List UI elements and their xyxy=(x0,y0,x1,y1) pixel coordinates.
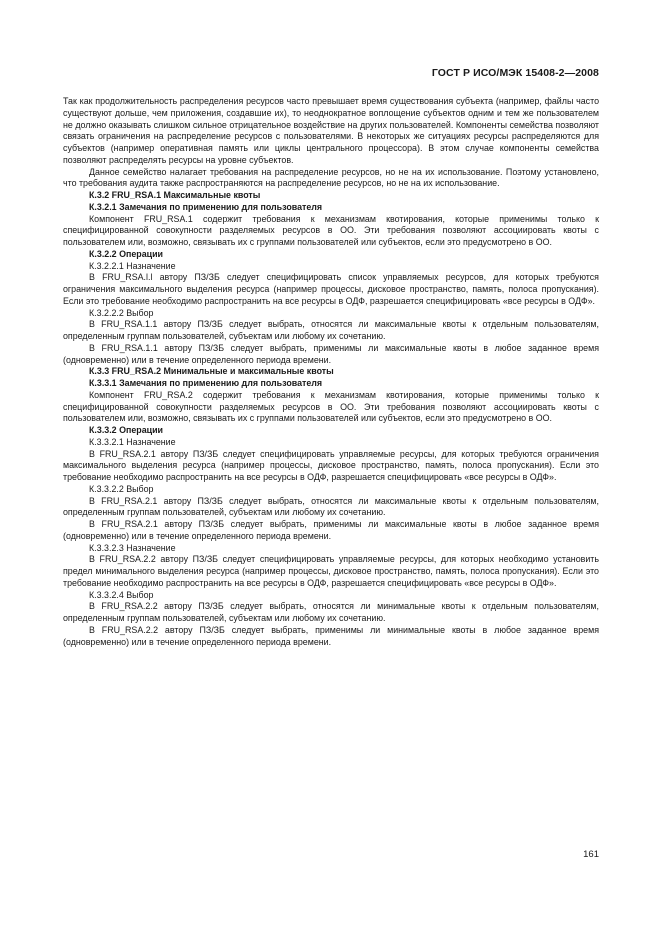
standard-code-header: ГОСТ Р ИСО/МЭК 15408-2—2008 xyxy=(431,67,599,79)
body-paragraph: В FRU_RSA.2.2 автору ПЗ/ЗБ следует специфицировать управляемые ресурсы, для которых необходимо установить предел минимального выделения ресурса (например процессы, дисковое пространство, память, полоса пропускания). Если это требование необходимо распространить на все ресурсы в ОДФ, разрешается специфицировать «все ресурсы в ОДФ». xyxy=(63,554,599,588)
body-paragraph: В FRU_RSA.2.1 автору ПЗ/ЗБ следует специфицировать управляемые ресурсы, для которых требуются ограничения максимального выделения ресурса (например процессы, дисковое пространство, память, полоса пропускания). Если это требование необходимо распространить на все ресурсы в ОДФ, разрешается специфицировать «все ресурсы в ОДФ». xyxy=(63,448,599,482)
clause-label: К.3.3.2.2 Выбор xyxy=(89,483,154,494)
body-paragraph: В FRU_RSA.2.1 автору ПЗ/ЗБ следует выбрать, относятся ли максимальные квоты к отдельным пользователям, определенным группам пользователей, субъектам или любому их сочетанию. xyxy=(63,495,599,518)
body-paragraph: В FRU_RSA.1.1 автору ПЗ/ЗБ следует выбрать, относятся ли максимальные квоты к отдельным пользователям, определенным группам пользователей, субъектам или любому их сочетанию. xyxy=(63,319,599,341)
clause-label: К.3.2.2.2 Выбор xyxy=(89,307,154,318)
body-paragraph: Данное семейство налагает требования на распределение ресурсов, но не на их использование. Поэтому установлено, что требования аудита также распространяются на распределение ресурсов, но не на их использование. xyxy=(63,166,599,189)
clause-label: К.3.3.2.1 Назначение xyxy=(89,436,176,447)
section-heading: К.3.2 FRU_RSA.1 Максимальные квоты xyxy=(89,190,261,200)
body-paragraph: Компонент FRU_RSA.2 содержит требования к механизмам квотирования, которые применимы только к специфицированной совокупности разделяемых ресурсов в ОО. Эти требования позволяют ассоциировать квоты с пользователем или, возможно, связывать их с группами пользователей или субъектов, если это предусмотрено в ОО. xyxy=(63,389,599,424)
section-heading: К.3.3 FRU_RSA.2 Минимальные и максимальные квоты xyxy=(89,366,334,377)
body-paragraph: В FRU_RSA.2.1 автору ПЗ/ЗБ следует выбрать, применимы ли максимальные квоты в любое заданное время (одновременно) или в течение определенного периода времени. xyxy=(63,519,599,541)
subsection-heading: К.3.3.2 Операции xyxy=(89,425,164,435)
body-paragraph: В FRU_RSA.1.1 автору ПЗ/ЗБ следует выбрать, применимы ли максимальные квоты в любое заданное время (одновременно) или в течение определенного периода времени. xyxy=(63,342,599,365)
document-body xyxy=(63,96,599,648)
clause-label: К.3.3.2.4 Выбор xyxy=(89,589,154,600)
clause-label: К.3.3.2.3 Назначение xyxy=(89,542,176,553)
subsection-heading: К.3.2.1 Замечания по применению для пользователя xyxy=(89,201,323,212)
body-paragraph: Компонент FRU_RSA.1 содержит требования к механизмам квотирования, которые применимы только к специфицированной совокупности разделяемых ресурсов в ОО. Эти требования позволяют ассоциировать квоты с пользователем или, возможно, связывать их с группами пользователей или субъектов, если это предусмотрено в ОО. xyxy=(63,213,599,247)
subsection-heading: К.3.3.1 Замечания по применению для пользователя xyxy=(89,378,323,388)
body-paragraph: Так как продолжительность распределения ресурсов часто превышает время существования субъекта (например, файлы часто существуют дольше, чем приложения, создавшие их), то неоднократное воплощение субъектов одним и тем же пользователем не должно оказывать слишком сильное отрицательное воздействие на других пользователей. Компоненты семейства позволяют связать ограничения на распределение ресурсов с пользователями. В некоторых же ситуациях ресурсы распределяются для субъектов (например оперативная память или циклы центрального процессора). В этом случае компоненты семейства позволяют распределять ресурсы на уровне субъектов. xyxy=(63,96,599,165)
page-number: 161 xyxy=(583,849,599,860)
subsection-heading: К.3.2.2 Операции xyxy=(89,248,164,259)
clause-label: К.3.2.2.1 Назначение xyxy=(89,260,176,271)
body-paragraph: В FRU_RSA.2.2 автору ПЗ/ЗБ следует выбрать, относятся ли минимальные квоты к отдельным пользователям, определенным группам пользователей, субъектам или любому их сочетанию. xyxy=(63,601,599,623)
body-paragraph: В FRU_RSA.l.l автору ПЗ/ЗБ следует специфицировать список управляемых ресурсов, для которых требуются ограничения максимального выделения ресурса (например процессы, дисковое пространство, память, полоса пропускания). Если это требование необходимо распространить на все ресурсы в ОДФ, разрешается специфицировать «все ресурсы в ОДФ». xyxy=(63,272,599,306)
body-paragraph: В FRU_RSA.2.2 автору ПЗ/ЗБ следует выбрать, применимы ли минимальные квоты в любое заданное время (одновременно) или в течение определенного периода времени. xyxy=(63,624,599,647)
